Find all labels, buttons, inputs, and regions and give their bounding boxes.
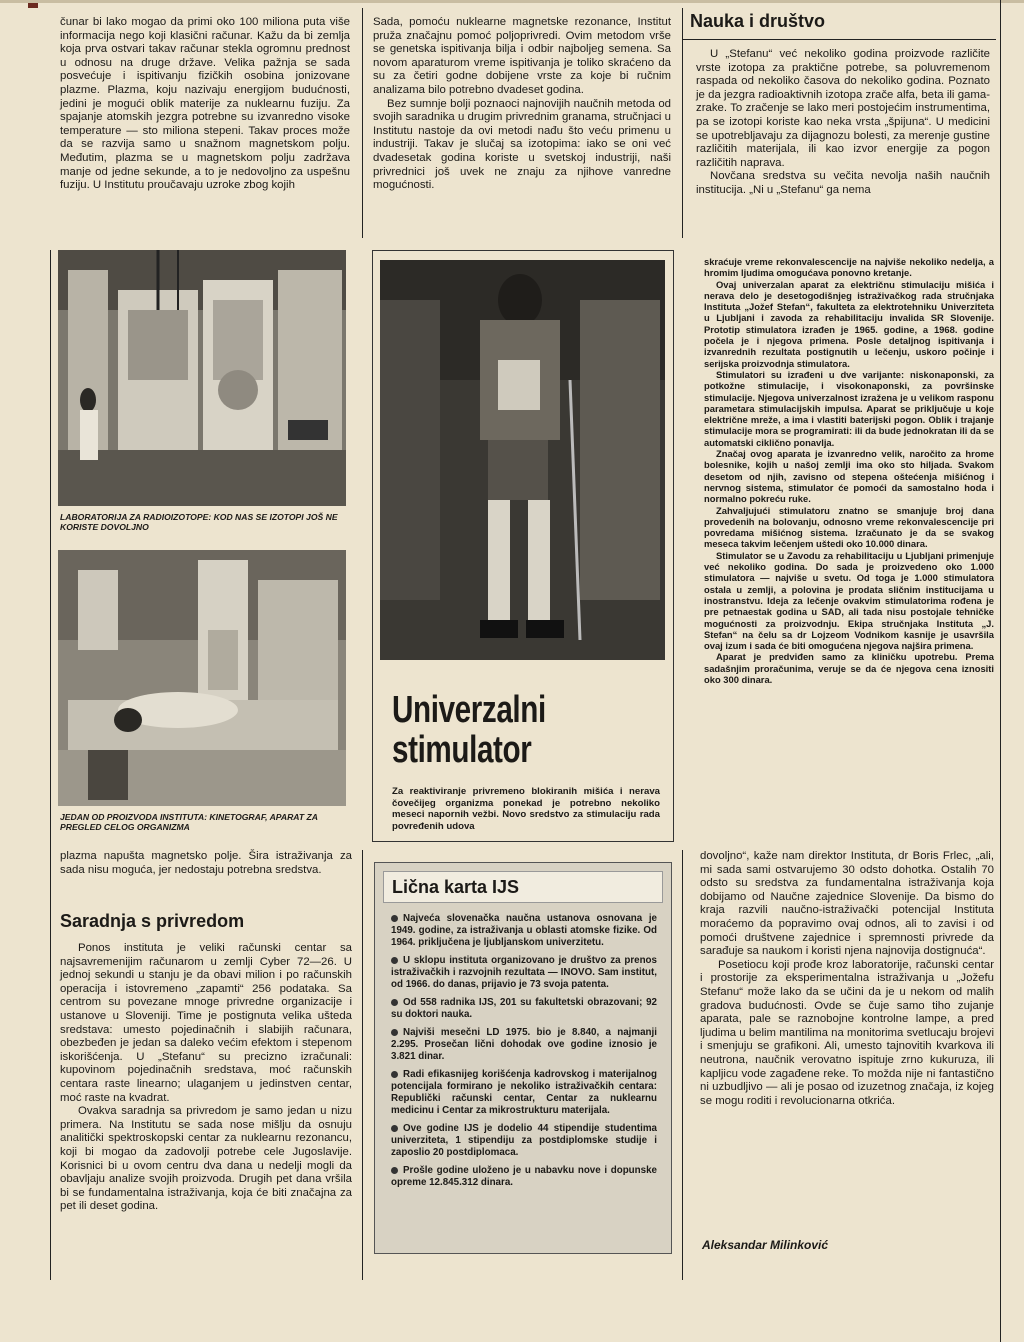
- top-edge: [0, 0, 1024, 3]
- article-text-col1-top: čunar bi lako mogao da primi oko 100 miliona puta više informacija nego koji klasični računar. Kažu da bi zemlja koja prva ostvari takav računar stekla ogromnu prednost u odnosu na druge države. Velika pažnja se sada posvećuje i ispitivanju fizičkih osobina jonizovane plazme. Plazma, koju nazivaju energijom budućnosti, jedini je mogući oblik materije za nuklearnu fuziju. Za spajanje atomskih jezgra potrebne su izvanredno visoke temperature — sto miliona stepeni. Takav proces može da se razvija samo u snažnom magnetskom polju. Međutim, plazma se u magnetskom polju zadržava manje od jedne sekunde, a to je nedovoljno za uspešnu fuziju. U Institutu proučavaju uzroke zbog kojih: [60, 16, 350, 192]
- bullet-icon: [391, 915, 398, 922]
- info-box-item: Prošle godine uloženo je u nabavku nove i dopunske opreme 12.845.312 dinara.: [391, 1165, 657, 1188]
- section-heading: Saradnja s privredom: [60, 911, 245, 931]
- photo-radioisotope-lab: [58, 250, 346, 506]
- stimulator-photo-graphic: [380, 260, 665, 660]
- info-box-item: Najveća slovenačka naučna ustanova osnovana je 1949. godine, za istraživanja u oblasti atomske fizike. Od 1964. priključena je ljubljanskom univerzitetu.: [391, 913, 657, 948]
- photo1-caption: LABORATORIJA ZA RADIOIZOTOPE: KOD NAS SE IZOTOPI JOŠ NE KORISTE DOVOLJNO: [60, 512, 338, 532]
- bullet-icon: [391, 1167, 398, 1174]
- bullet-icon: [391, 1071, 398, 1078]
- photo-kinetograph: [58, 550, 346, 806]
- info-box: [374, 862, 672, 1254]
- column-rule: [50, 250, 51, 1280]
- column-rule: [362, 8, 363, 238]
- feature-title-line1: Univerzalni: [392, 689, 546, 731]
- sidebar-header: [690, 10, 996, 32]
- column-rule: [682, 8, 683, 238]
- info-box-item: Najviši mesečni LD 1975. bio je 8.840, a najmanji 2.295. Prosečan lični dohodak ove godine iznosio je 3.821 dinar.: [391, 1027, 657, 1062]
- column-rule: [682, 850, 683, 1280]
- article-text-col1-section: Ponos instituta je veliki računski centar sa najsavremenijim računarom u zemlji Cyber 72—26. U jednoj sekundi u stanju je da obavi milion i po računskih operacija i istovremeno „zapamti“ 256 podataka. Sa centrom su povezane mnoge privredne organizacije i ustanove u Sloveniji. Time je postignuta velika ušteda sredstava: umesto pojedinačnih i slabijih računara, obezbeđen je jedan sa daleko većim efektom i stepenom iskorišćenja. U „Stefanu“ su precizno izračunali: kupovinom pojedinačnih sredstava, moć računskih centara raste linearno; ulaganjem u jedinstven centar, moć raste na kvadrat. Ovakva saradnja sa privredom je samo jedan u nizu primera. Na Institutu se sada nose mišlju da osnuju analitički spektroskopski centar za nuklearnu rezonancu, koji bi mogao da zadovolji potrebe cele Jugoslavije. Korisnici bi u ovom centru dva dana u nedelji mogli da obavljaju analize svojih proizvoda. Drugih pet dana vršila bi se fundamentalna istraživanja, koja će biti značajna za pet ili deset godina.: [60, 942, 352, 1213]
- sidebar-heading: Nauka i društvo: [690, 11, 826, 31]
- info-box-item: Radi efikasnijeg korišćenja kadrovskog i materijalnog potencijala formirano je nekoliko istraživačkih centara: Republički računski centar, Centar za nuklearnu medicinu i Centar za mikrostrukturu materijala.: [391, 1069, 657, 1116]
- feature-title: [392, 690, 662, 770]
- feature-lead: Za reaktiviranje privremeno blokiranih mišića i nerava čovečijeg organizma ponekad je potrebno nekoliko meseci napornih vežbi. Novo sredstvo za stimulaciju rada povređenih udova: [392, 786, 660, 832]
- article-text-col1-bottom: plazma napušta magnetsko polje. Šira istraživanja za sada nisu moguća, jer nedostaju potrebna sredstva.: [60, 850, 352, 876]
- bullet-icon: [391, 1029, 398, 1036]
- heading-rule: [682, 39, 996, 40]
- info-box-title: Lična karta IJS: [383, 871, 663, 903]
- kinetograph-photo-graphic: [58, 550, 346, 806]
- photo2-caption: JEDAN OD PROIZVODA INSTITUTA: KINETOGRAF, APARAT ZA PREGLED CELOG ORGANIZMA: [60, 812, 318, 832]
- bullet-icon: [391, 999, 398, 1006]
- sidebar-text: U „Stefanu“ već nekoliko godina proizvode različite vrste izotopa za praktične potrebe, sa poluvremenom raspada od nekoliko časova do nekoliko godina. Poznato je da jezgra radioaktivnih izotopa zrače alfa, beta ili gama-zrake. To zračenje se lako meri postojećim instrumentima, pa se izotopi koriste kao neka vrsta „špijuna“. U medicini se upotrebljavaju za dijagnozu bolesti, za merenje gustine različitih materijala, ili kao izvor energije za pogon različitih naprava. Novčana sredstva su večita nevolja naših naučnih institucija. „Ni u „Stefanu“ ga nema: [696, 48, 990, 196]
- bullet-icon: [391, 1125, 398, 1132]
- article-text-col4-bottom: dovoljno“, kaže nam direktor Instituta, dr Boris Frlec, „ali, mi sada sami ostvarujemo 30 odsto dohotka. Ostalih 70 odsto su sredstva za fundamentalna istraživanja koja dobijamo od Naučne zajednice Slovenije. Da bismo do kraja razvili naučno-istraživački potencijal Instituta moraćemo da popravimo ovaj odnos, ali to zavisi i od pomoći društvene zajednice i spremnosti privrede da sarađuje sa naukom i koristi njena najnovija dostignuća“. Posetiocu koji prođe kroz laboratorije, računski centar i prostorije za eksperimentalna istraživanja u „Jožefu Stefanu“ može lako da se učini da je u nekom od malih gradova budućnosti. Ovde se čuje samo tiho zujanje aparata, pale se raznobojne kontrolne lampe, a pred ljudima u belim mantilima na monitorima svetlucaju brojevi i smenjuju se grafikoni. Ali, umesto tajnovitih kvarkova ili neutrona, naučnik verovatno ispituje zrno kukuruza, ili kapljicu vode zagađene reke. To možda nije ni fantastično ni uzbudljivo — ali je posao od izuzetnog značaja, iz kojeg se mogu roditi i revolucionarna otkrića.: [700, 850, 994, 1107]
- article-text-col2-top: Sada, pomoću nuklearne magnetske rezonance, Institut pruža značajnu pomoć poljoprivredi. Ovim metodom vrše se genetska ispitivanja bilja i odbir najboljeg semena. Sa novom aparaturom vreme ispitivanja je toliko skraćeno da su za četiri godne dobijene vrste za koje bi ručnim analizama bilo potrebno dvadeset godina. Bez sumnje bolji poznaoci najnovijih naučnih metoda od svojih saradnika u drugim privrednim granama, stručnjaci u Institutu nastoje da ovi metodi nađu što veću primenu u industriji. Takav je slučaj sa izotopima: iako se oni već dvadesetak godina koriste u svetskoj industriji, naši privrednici još uvek ne znaju za njihove vanredne mogućnosti.: [373, 16, 671, 192]
- photo-stimulator-patient: [380, 260, 665, 660]
- info-box-item: U sklopu instituta organizovano je društvo za prenos istraživačkih i razvojnih rezultata — INOVO. Sam institut, od 1966. do danas, prijavio je 73 svoja patenta.: [391, 955, 657, 990]
- info-box-item: Ove godine IJS je dodelio 44 stipendije studentima univerziteta, 1 stipendiju za postdiplomske studije i zaposlio 20 postdiplomaca.: [391, 1123, 657, 1158]
- lab-photo-graphic: [58, 250, 346, 506]
- feature-title-line2: stimulator: [392, 729, 532, 771]
- author-signature: Aleksandar Milinković: [702, 1238, 829, 1252]
- feature-body: skraćuje vreme rekonvalescencije na najviše nekoliko nedelja, a hromim ljudima omogućava ponovno kretanje. Ovaj univerzalan aparat za električnu stimulaciju mišića i nerava delo je desetogodišnjeg istraživačkog rada stručnjaka Instituta „Jožef Stefan“, fakulteta za elektrotehniku Univerziteta u Ljubljani i zavoda za rehabilitaciju invalida SR Slovenije. Prototip stimulatora izrađen je 1965. godine, a 1968. godine počela je i njegova primena. Posle detaljnog ispitivanja i izvanrednih rezultata postignutih u lečenju, uskoro počinje i serijska proizvodnja stimulatora. Stimulatori su izrađeni u dve varijante: niskonaponski, za potkožne stimulacije, i visokonaponski, za površinske stimulacije. Njegova univerzalnost izražena je u velikom rasponu parametara stimulacijskih impulsa. Aparat se priključuje u koje električne mreže, a ima i vlastiti baterijski pogon. Oblik i trajanje stimulacije mora se programirati: ili da bude jednokratan ili da se automatski ciklično ponavlja. Značaj ovog aparata je izvanredno velik, naročito za hrome bolesnike, kojih u našoj zemlji ima oko sto hiljada. Svakom desetom od njih, zavisno od stepena oštećenja mišićnog i nervnog sistema, stimulator će pomoći da samostalno hoda i normalno pokreću ruke. Zahvaljujući stimulatoru znatno se smanjuje broj dana provedenih na bolovanju, odnosno vreme rekonvalescencije pri povredama mišićnog sistema. Izračunato je da se svakog meseca takvim lečenjem uštedi oko 10.000 dinara. Stimulator se u Zavodu za rehabilitaciju u Ljubljani primenjuje već nekoliko godina. Do sada je proizvedeno oko 1.000 stimulatora — najviše u svetu. Od toga je 1.000 stimulatora ostala u zemlji, a polovina je prodata sličnim institucijama u inostranstvu. Ideja za lečenje ovakvim stimulatorima rođena je pre petnaestak godina u SAD, ali tada nisu postojale tehničke mogućnosti za proizvodnju. Ekipa stručnjaka Instituta „J. Stefan“ na čelu sa dr Lojzeom Vodnikom kasnije je usavršila ovaj izum i sada će biti omogućena njegova najšira primena. Aparat je predviđen samo za kliničku upotrebu. Prema sadašnjim proračunima, veruje se da će njegova cena iznositi oko 300 dinara.: [704, 256, 994, 685]
- info-box-item: Od 558 radnika IJS, 201 su fakultetski obrazovani; 92 su doktori nauka.: [391, 997, 657, 1020]
- column-rule: [362, 850, 363, 1280]
- bullet-icon: [391, 957, 398, 964]
- right-border: [1000, 0, 1001, 1342]
- info-box-list: [375, 913, 671, 1189]
